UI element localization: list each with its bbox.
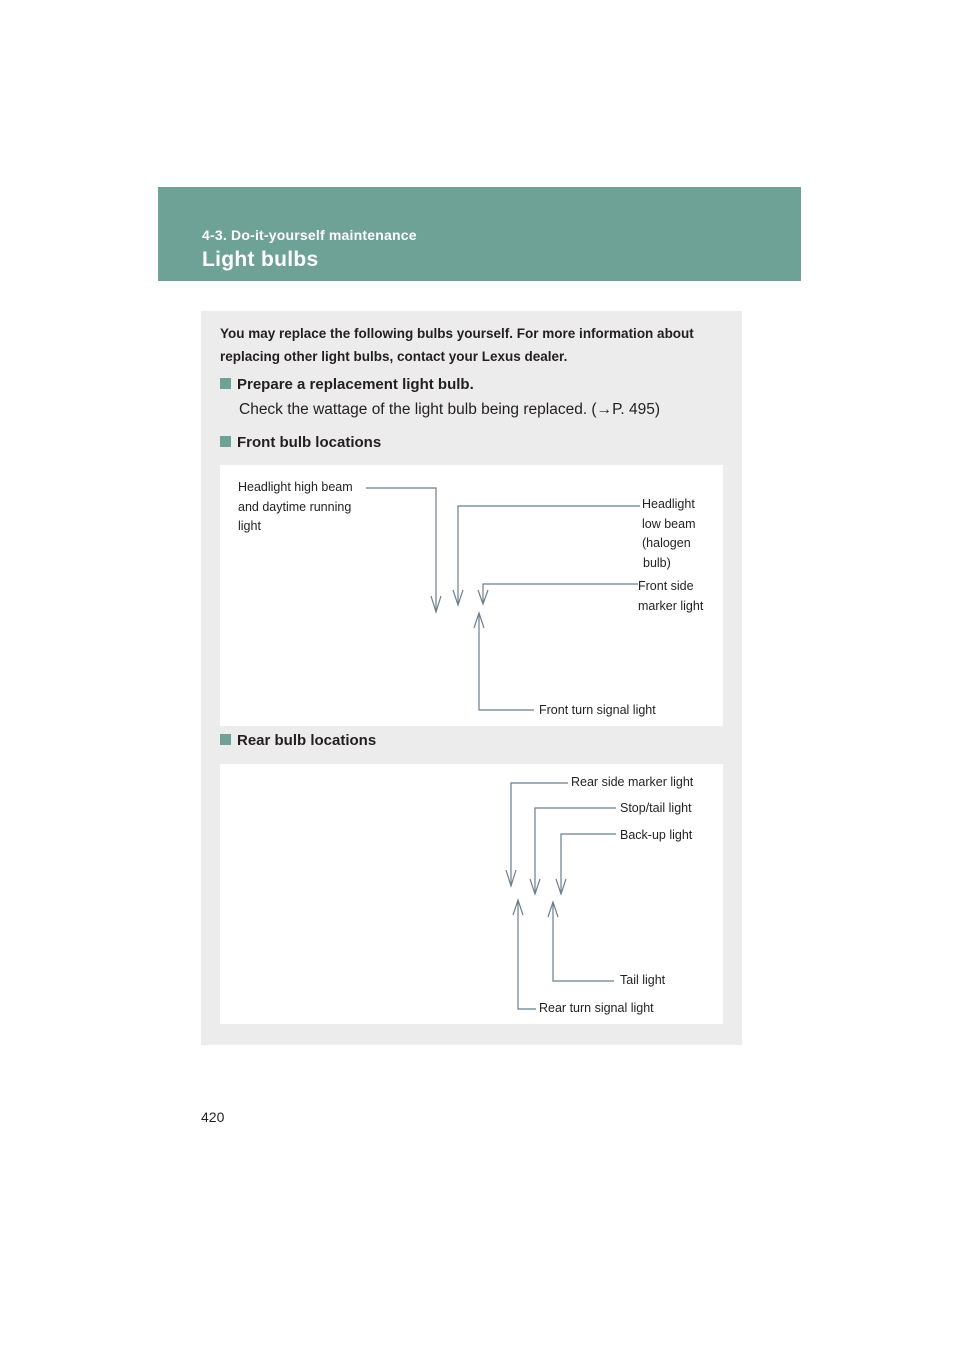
- leader-tail: [553, 902, 614, 981]
- label-rear-turn-signal: Rear turn signal light: [539, 999, 654, 1019]
- label-line: marker light: [638, 598, 704, 613]
- leader-front-side-marker: [483, 584, 640, 604]
- label-line: Headlight: [642, 497, 695, 511]
- label-stop-tail: Stop/tail light: [620, 799, 692, 819]
- section-label: 4-3. Do-it-yourself maintenance: [202, 227, 417, 243]
- label-line: Front side: [638, 579, 694, 593]
- label-rear-side-marker: Rear side marker light: [571, 773, 693, 793]
- rear-heading-text: Rear bulb locations: [237, 732, 377, 749]
- page-title: Light bulbs: [202, 248, 319, 271]
- label-tail: Tail light: [620, 971, 665, 991]
- leader-backup: [561, 834, 616, 894]
- label-line: Headlight high beam: [238, 480, 353, 494]
- label-line: light: [238, 519, 261, 533]
- intro-text: You may replace the following bulbs yourself. For more information about replacing other light bulbs, contact your Lexus dealer.: [220, 326, 694, 364]
- label-line: low beam: [642, 516, 696, 531]
- label-front-side-marker: [638, 577, 714, 616]
- prepare-text: Check the wattage of the light bulb being replaced. (→P. 495): [239, 401, 661, 418]
- leader-rear-side-marker: [511, 783, 568, 886]
- label-headlight-high-beam: [238, 478, 366, 537]
- label-backup: Back-up light: [620, 826, 692, 846]
- leader-stop-tail: [535, 808, 616, 894]
- leader-low-beam: [458, 506, 640, 605]
- label-front-turn-signal: Front turn signal light: [539, 701, 656, 721]
- leader-rear-turn-signal: [518, 900, 536, 1009]
- prepare-heading-text: Prepare a replacement light bulb.: [237, 376, 474, 393]
- label-headlight-low-beam: [642, 495, 714, 573]
- label-line: bulb): [643, 555, 671, 570]
- label-line: (halogen: [642, 536, 691, 550]
- page-number: 420: [201, 1109, 225, 1125]
- label-line: and daytime running: [238, 499, 352, 514]
- leader-front-turn-signal: [479, 613, 534, 710]
- front-heading-text: Front bulb locations: [237, 434, 382, 451]
- leader-high-beam: [366, 488, 436, 612]
